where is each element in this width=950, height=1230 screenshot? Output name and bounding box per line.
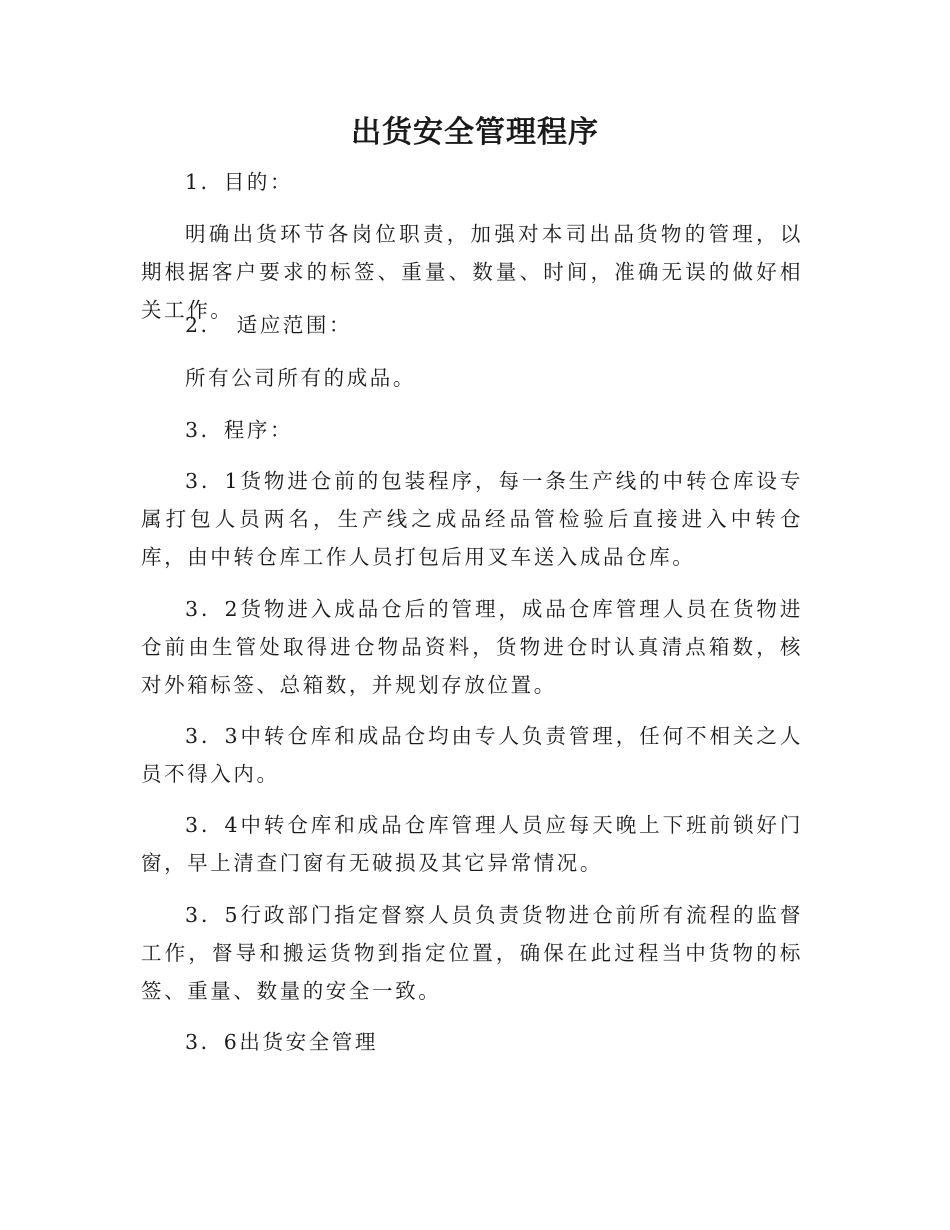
paragraph-3-2: 3．2货物进入成品仓后的管理，成品仓库管理人员在货物进仓前由生管处取得进仓物品资料，货物进仓时认真清点箱数，核对外箱标签、总箱数，并规划存放位置。 bbox=[141, 597, 803, 697]
paragraph-3-6: 3．6出货安全管理 bbox=[185, 1030, 378, 1054]
section-procedure-heading: 3．程序： bbox=[185, 418, 294, 442]
paragraph-3-1: 3．1货物进仓前的包装程序，每一条生产线的中转仓库设专属打包人员两名，生产线之成品经品管检验后直接进入中转仓库，由中转仓库工作人员打包后用叉车送入成品仓库。 bbox=[141, 469, 803, 569]
paragraph-3-5: 3．5行政部门指定督察人员负责货物进仓前所有流程的监督工作，督导和搬运货物到指定位置，确保在此过程当中货物的标签、重量、数量的安全一致。 bbox=[141, 903, 803, 1003]
document-title: 出货安全管理程序 bbox=[351, 115, 599, 150]
section-purpose-text: 明确出货环节各岗位职责，加强对本司出品货物的管理，以期根据客户要求的标签、重量、数量、时间，准确无误的做好相关工作。 bbox=[141, 222, 803, 322]
section-scope-text: 所有公司所有的成品。 bbox=[185, 366, 416, 390]
section-purpose-heading: 1．目的： bbox=[185, 170, 294, 194]
paragraph-3-4: 3．4中转仓库和成品仓库管理人员应每天晚上下班前锁好门窗，早上清查门窗有无破损及其它异常情况。 bbox=[141, 813, 803, 875]
section-scope-heading: 2． 适应范围： bbox=[185, 313, 353, 337]
paragraph-3-3: 3．3中转仓库和成品仓均由专人负责管理，任何不相关之人员不得入内。 bbox=[141, 724, 803, 786]
